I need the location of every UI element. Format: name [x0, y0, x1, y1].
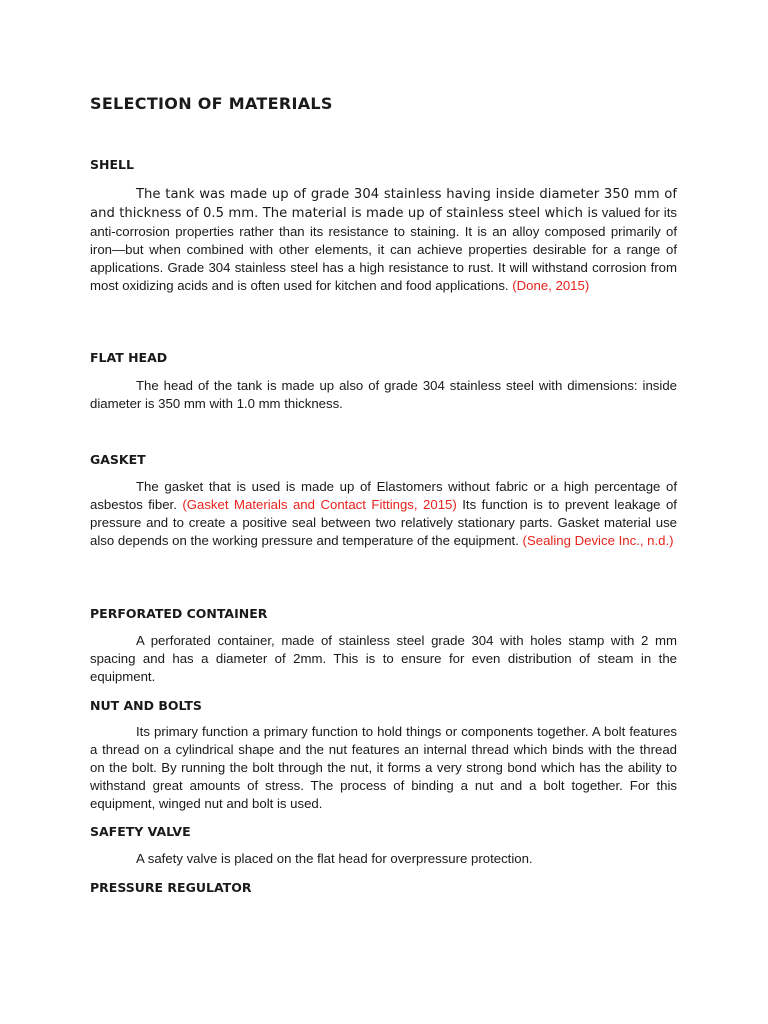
- section-heading-shell: SHELL: [90, 157, 134, 172]
- nut-and-bolts-paragraph: [90, 723, 677, 813]
- shell-paragraph: [90, 185, 677, 295]
- nut-and-bolts-text: Its primary function a primary function to hold things or components together. A bolt features a thread on a cylindrical shape and the nut features an internal thread which binds with the thread on the bolt. By running the bolt through the nut, it forms a very strong bond which has the ability to withstand great amounts of stress. The process of binding a nut and a bolt together. For this equipment, winged nut and bolt is used.: [90, 724, 677, 811]
- section-heading-gasket: GASKET: [90, 452, 146, 467]
- safety-valve-text: A safety valve is placed on the flat head for overpressure protection.: [136, 851, 533, 866]
- page-title: SELECTION OF MATERIALS: [90, 94, 333, 113]
- safety-valve-paragraph: [90, 850, 677, 868]
- perforated-container-paragraph: [90, 632, 677, 686]
- gasket-paragraph: [90, 478, 677, 550]
- flat-head-text: The head of the tank is made up also of grade 304 stainless steel with dimensions: inside diameter is 350 mm with 1.0 mm thickness.: [90, 378, 677, 411]
- section-heading-safety-valve: SAFETY VALVE: [90, 824, 191, 839]
- section-heading-pressure-regulator: PRESSURE REGULATOR: [90, 880, 252, 895]
- section-heading-perforated-container: PERFORATED CONTAINER: [90, 606, 268, 621]
- shell-body-text: valued for its anti-corrosion properties rather than its resistance to staining. It is an alloy composed primarily of iron—but when combined with other elements, it can achieve properties desirable for a range of applications. Grade 304 stainless steel has a high resistance to rust. It will withstand corrosion from most oxidizing acids and is often used for kitchen and food applications.: [90, 205, 677, 293]
- citation-sealing-device: (Sealing Device Inc., n.d.): [522, 533, 674, 548]
- perforated-container-text: A perforated container, made of stainless steel grade 304 with holes stamp with 2 mm spacing and has a diameter of 2mm. This is to ensure for even distribution of steam in the equipment.: [90, 633, 677, 684]
- citation-done-2015: (Done, 2015): [512, 278, 590, 293]
- flat-head-paragraph: [90, 377, 677, 413]
- citation-gasket-materials: (Gasket Materials and Contact Fittings, 2015): [182, 497, 457, 512]
- gasket-text-2: Its function is to prevent leakage of pressure and to create a positive seal between two relatively stationary parts. Gasket material use also depends on the working pressure and temperature of the equipment.: [90, 497, 677, 548]
- gasket-text-1: The gasket that is used is made up of Elastomers without fabric or a high percentage of asbestos fiber.: [90, 479, 677, 512]
- shell-lead-text: The tank was made up of grade 304 stainless having inside diameter 350 mm of and thickness of 0.5 mm. The material is made up of stainless steel which is: [90, 187, 677, 221]
- section-heading-nut-and-bolts: NUT AND BOLTS: [90, 698, 202, 713]
- section-heading-flat-head: FLAT HEAD: [90, 350, 168, 365]
